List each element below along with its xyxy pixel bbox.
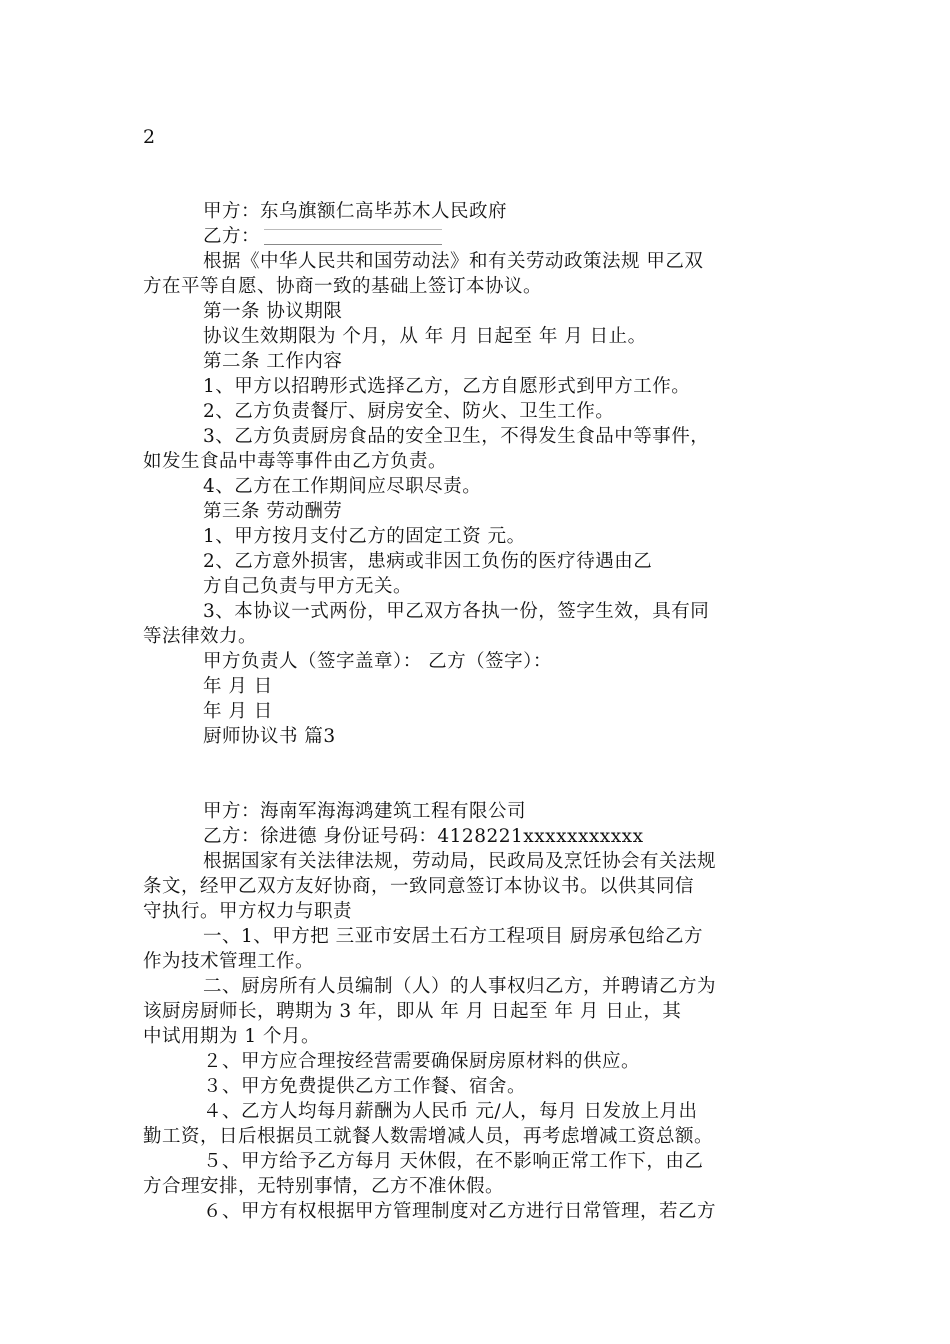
- party-b-label: 乙方：: [203, 226, 261, 247]
- clause-line: 3、乙方负责厨房食品的安全卫生，不得发生食品中等事件，: [203, 426, 710, 447]
- clause-line: ２、甲方应合理按经营需要确保厨房原材料的供应。: [203, 1051, 641, 1072]
- clause-line: 该厨房厨师长，聘期为 3 年，即从 年 月 日起至 年 月 日止，其: [143, 1001, 682, 1022]
- signature-blank: [264, 229, 442, 245]
- clause-line: ６、甲方有权根据甲方管理制度对乙方进行日常管理，若乙方: [203, 1201, 717, 1222]
- clause-line: ４、乙方人均每月薪酬为人民币 元/人，每月 日发放上月出: [203, 1101, 698, 1122]
- clause-line: 2、乙方意外损害，患病或非因工负伤的医疗待遇由乙: [203, 551, 653, 572]
- party-a-line: 甲方：海南军海海鸿建筑工程有限公司: [203, 801, 527, 822]
- clause-line: 3、本协议一式两份，甲乙双方各执一份，签字生效，具有同: [203, 601, 710, 622]
- clause-line: 4、乙方在工作期间应尽职尽责。: [203, 476, 482, 497]
- section-heading: 厨师协议书 篇3: [203, 726, 336, 747]
- clause-line: 2、乙方负责餐厅、厨房安全、防火、卫生工作。: [203, 401, 615, 422]
- party-b-line: [203, 225, 442, 249]
- article-text: 协议生效期限为 个月，从 年 月 日起至 年 月 日止。: [203, 326, 647, 347]
- clause-line: 中试用期为 1 个月。: [143, 1026, 321, 1047]
- clause-line: ５、甲方给予乙方每月 天休假，在不影响正常工作下，由乙: [203, 1151, 704, 1172]
- intro-line: 根据国家有关法律法规，劳动局，民政局及烹饪协会有关法规: [203, 851, 717, 872]
- clause-line: 等法律效力。: [143, 626, 258, 647]
- date-line: 年 月 日: [203, 676, 273, 697]
- clause-line: ３、甲方免费提供乙方工作餐、宿舍。: [203, 1076, 527, 1097]
- party-b-line: 乙方：徐进德 身份证号码：4128221xxxxxxxxxxx: [203, 826, 644, 847]
- article-title: 第二条 工作内容: [203, 351, 343, 372]
- clause-line: 作为技术管理工作。: [143, 951, 315, 972]
- clause-line: 方自己负责与甲方无关。: [203, 576, 413, 597]
- article-title: 第三条 劳动酬劳: [203, 501, 343, 522]
- clause-line: 勤工资，日后根据员工就餐人数需增减人员，再考虑增减工资总额。: [143, 1126, 714, 1147]
- page-number: 2: [143, 126, 156, 148]
- intro-line: 根据《中华人民共和国劳动法》和有关劳动政策法规 甲乙双: [203, 251, 704, 272]
- article-title: 第一条 协议期限: [203, 301, 343, 322]
- date-line: 年 月 日: [203, 701, 273, 722]
- clause-line: 1、甲方以招聘形式选择乙方，乙方自愿形式到甲方工作。: [203, 376, 691, 397]
- intro-line: 守执行。甲方权力与职责: [143, 901, 353, 922]
- clause-line: 如发生食品中毒等事件由乙方负责。: [143, 451, 448, 472]
- party-a-line: 甲方：东乌旗额仁高毕苏木人民政府: [203, 201, 508, 222]
- clause-line: 方合理安排，无特别事情，乙方不准休假。: [143, 1176, 505, 1197]
- clause-line: 二、厨房所有人员编制（人）的人事权归乙方，并聘请乙方为: [203, 976, 717, 997]
- intro-line: 方在平等自愿、协商一致的基础上签订本协议。: [143, 276, 543, 297]
- intro-line: 条文，经甲乙双方友好协商，一致同意签订本协议书。以供其同信: [143, 876, 695, 897]
- clause-line: 一、1、甲方把 三亚市安居土石方工程项目 厨房承包给乙方: [203, 926, 704, 947]
- signature-line: 甲方负责人（签字盖章）： 乙方（签字）：: [203, 651, 552, 672]
- clause-line: 1、甲方按月支付乙方的固定工资 元。: [203, 526, 526, 547]
